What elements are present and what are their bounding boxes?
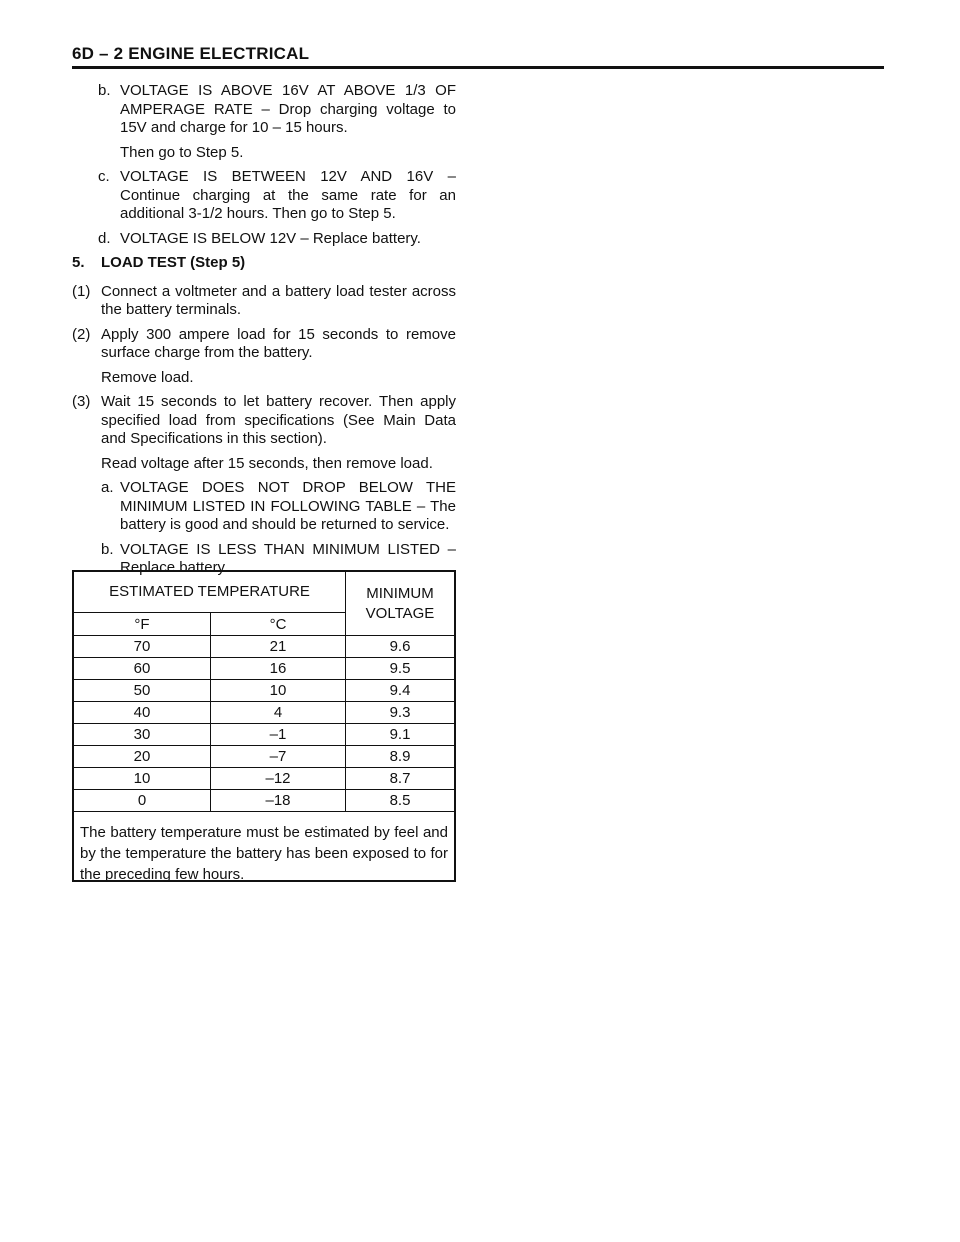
list-item-text: VOLTAGE IS LESS THAN MINIMUM LISTED – Replace battery.	[120, 540, 456, 576]
list-item-text: VOLTAGE DOES NOT DROP BELOW THE MINIMUM LISTED IN FOLLOWING TABLE – The battery is good and should be returned to service.	[120, 479, 456, 533]
table-row: 10 –12 8.7	[74, 768, 454, 790]
table-row: 70 21 9.6	[74, 636, 454, 658]
list-item-text: VOLTAGE IS ABOVE 16V AT ABOVE 1/3 OF AMPERAGE RATE – Drop charging voltage to 15V and charge for 10 – 15 hours.	[120, 82, 456, 136]
step-item: (1) Connect a voltmeter and a battery load tester across the battery terminals.	[72, 282, 456, 318]
step-item: (3) Wait 15 seconds to let battery recover. Then apply specified load from specifications (See Main Data and Specifications in this section).	[72, 393, 456, 447]
table-row: 30 –1 9.1	[74, 724, 454, 746]
main-column	[72, 82, 456, 584]
table-row: 0 –18 8.5	[74, 790, 454, 812]
list-item: c. VOLTAGE IS BETWEEN 12V AND 16V – Continue charging at the same rate for an additional 3-1/2 hours. Then go to Step 5.	[98, 168, 456, 222]
page-header	[72, 40, 884, 69]
page-title: 6D – 2 ENGINE ELECTRICAL	[72, 44, 310, 63]
table-header-temperature: ESTIMATED TEMPERATURE	[74, 572, 346, 613]
table-row: 20 –7 8.9	[74, 746, 454, 768]
step-text: Apply 300 ampere load for 15 seconds to remove surface charge from the battery.	[101, 325, 456, 361]
step-text: Connect a voltmeter and a battery load tester across the battery terminals.	[101, 282, 456, 318]
table-row: 50 10 9.4	[74, 680, 454, 702]
list-item-text: VOLTAGE IS BELOW 12V – Replace battery.	[120, 229, 421, 247]
list-item: b. VOLTAGE IS LESS THAN MINIMUM LISTED – Replace battery.	[101, 540, 456, 576]
table-note: The battery temperature must be estimated by feel and by the temperature the battery has been exposed to for the preceding few hours.	[80, 824, 448, 883]
table-row: 60 16 9.5	[74, 658, 454, 680]
table-header-celsius: °C	[211, 613, 346, 636]
step-item: (2) Apply 300 ampere load for 15 seconds to remove surface charge from the battery.	[72, 325, 456, 361]
table-header-voltage: MINIMUM VOLTAGE	[346, 572, 455, 636]
voltage-table	[72, 570, 456, 882]
step-text: Wait 15 seconds to let battery recover. Then apply specified load from specifications (See Main Data and Specifications in this section).	[101, 393, 456, 447]
section-heading: 5. LOAD TEST (Step 5)	[72, 254, 246, 271]
table-header-fahrenheit: °F	[74, 613, 211, 636]
list-item-note: Then go to Step 5.	[120, 143, 244, 161]
list-item: b. VOLTAGE IS ABOVE 16V AT ABOVE 1/3 OF AMPERAGE RATE – Drop charging voltage to 15V and charge for 10 – 15 hours.	[98, 82, 456, 136]
list-item: a. VOLTAGE DOES NOT DROP BELOW THE MINIMUM LISTED IN FOLLOWING TABLE – The battery is good and should be returned to service.	[101, 479, 456, 533]
step-note: Remove load.	[101, 368, 194, 386]
table-row: 40 4 9.3	[74, 702, 454, 724]
step-note: Read voltage after 15 seconds, then remove load.	[101, 454, 433, 472]
list-item-text: VOLTAGE IS BETWEEN 12V AND 16V – Continue charging at the same rate for an additional 3-1/2 hours. Then go to Step 5.	[120, 168, 456, 222]
list-item: d. VOLTAGE IS BELOW 12V – Replace battery.	[98, 229, 421, 247]
